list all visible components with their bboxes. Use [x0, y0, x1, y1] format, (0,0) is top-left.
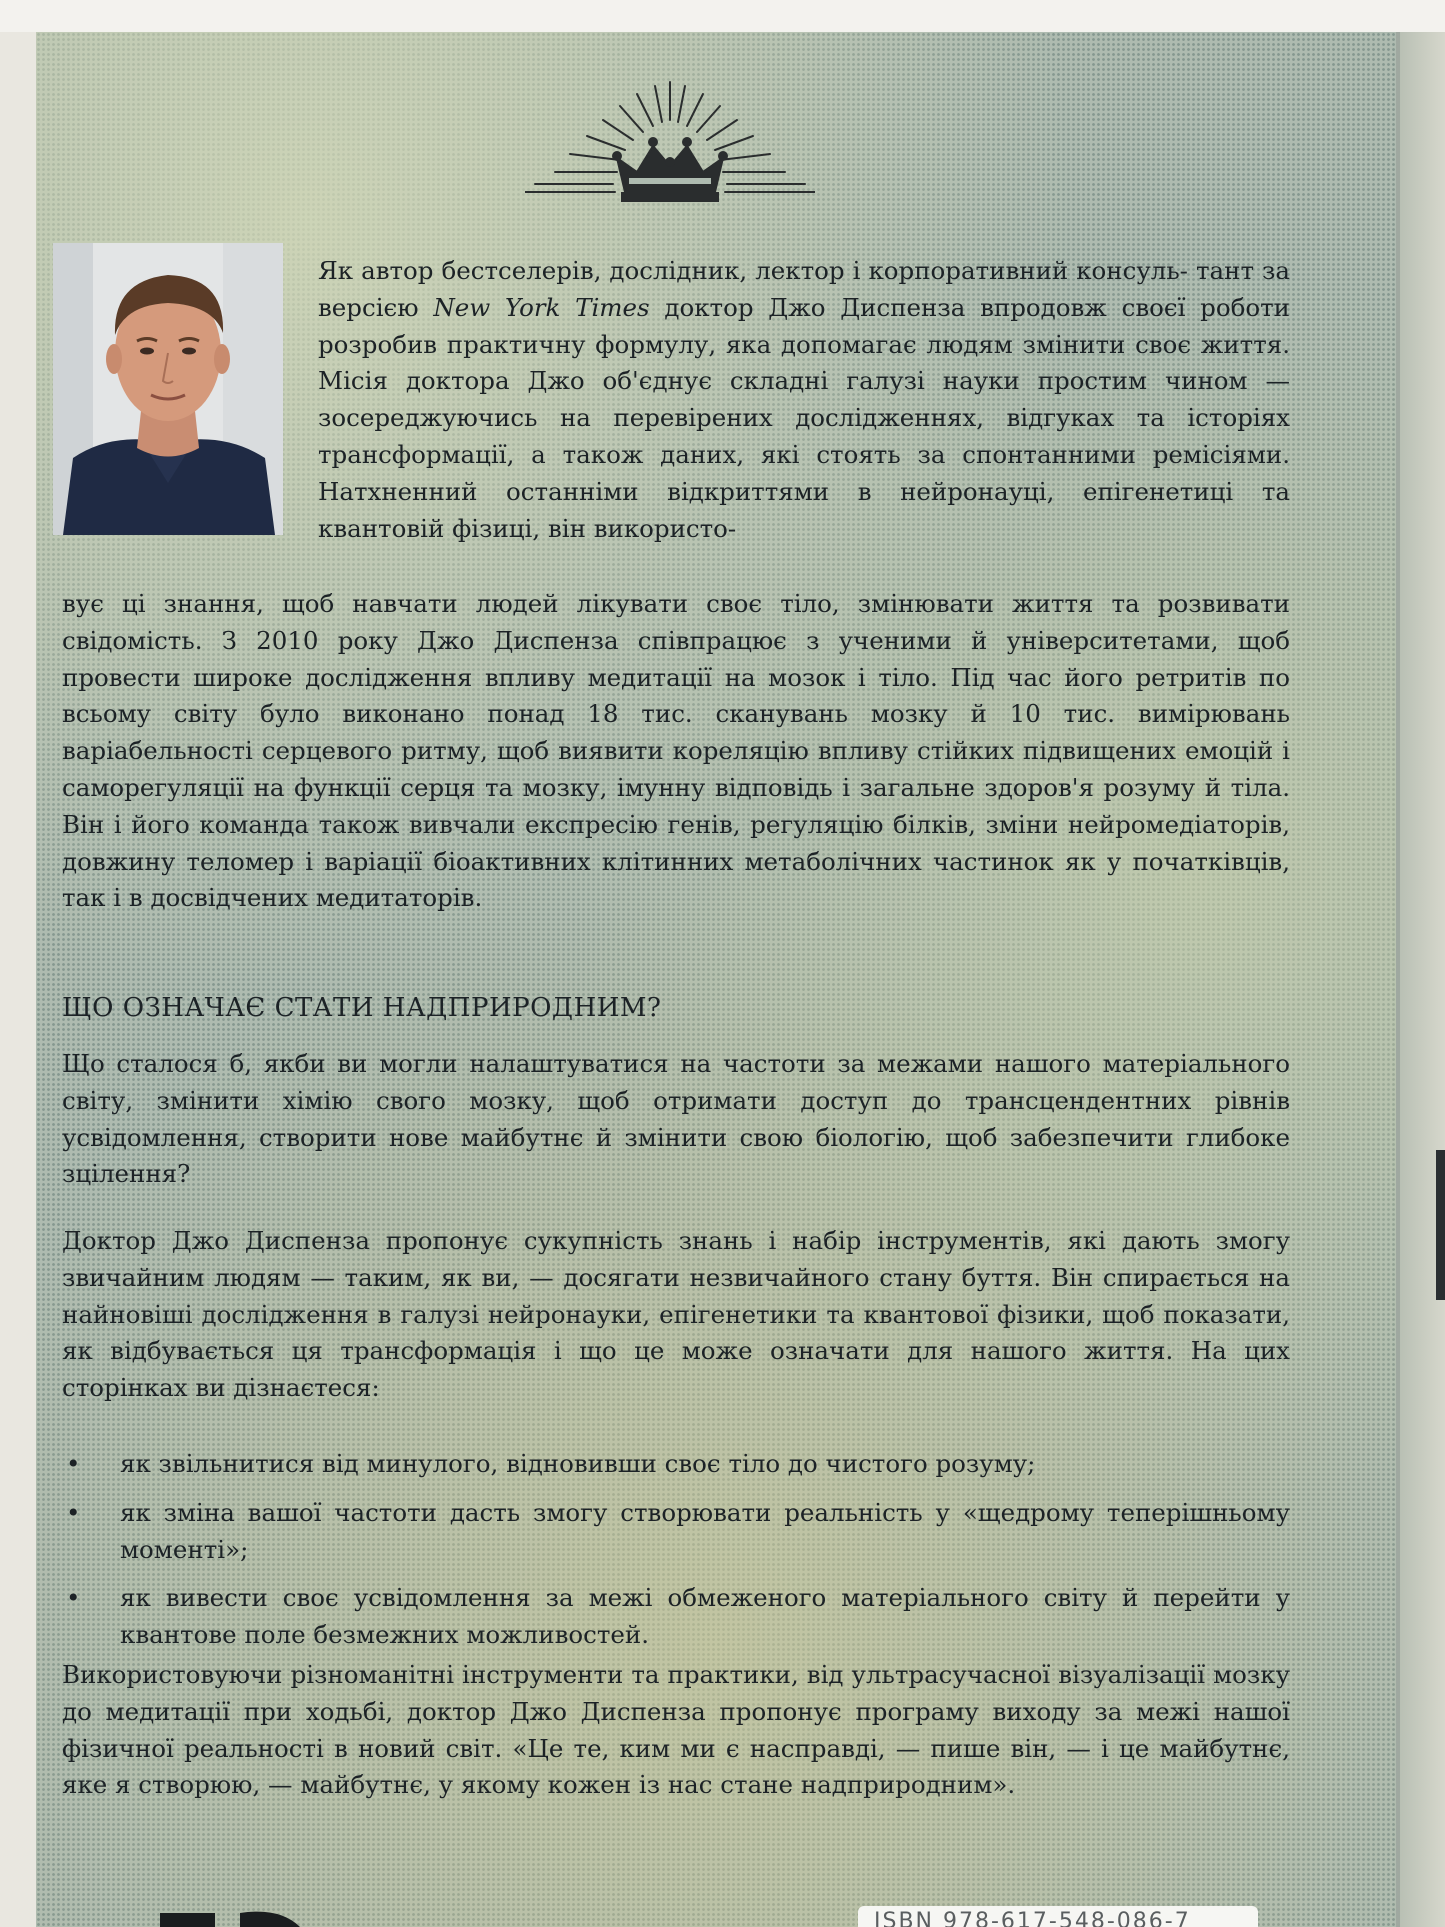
author-bio-bottom: вує ці знання, щоб навчати людей лікувати своє тіло, змінювати життя та розвивати свідомість. З 2010 року Джо Диспенза співпрацює з ученими й університетами, щоб провести широке дослідження впливу медитації на мозок і тіло. Під час його ретритів по всьому світу було виконано понад 18 тис. сканувань мозку й 10 тис. вимірювань варіабельності серцевого ритму, щоб виявити кореляцію впливу стійких підвищених емоцій і саморегуляції на функції серця та мозку, імунну відповідь і загальне здоров'я розуму й тіла. Він і його команда також вивчали експресію генів, регуляцію білків, зміни нейромедіаторів, довжину теломер і варіації біоактивних клітинних метаболічних частинок як у початківців, так і в досвідчених медитаторів. — [62, 589, 1290, 913]
isbn-barcode-box — [858, 1906, 1258, 1927]
author-portrait-photo — [53, 243, 283, 535]
bullet-marker: • — [66, 1583, 81, 1613]
description-paragraph-1: Що сталося б, якби ви могли налаштуватися на частоти за межами нашого матеріального світу, змінити хімію свого мозку, щоб отримати доступ до трансцендентних рівнів усвідомлення, створити нове майбутнє й змінити свою біологію, щоб забезпечити глибоке зцілення? — [62, 1049, 1290, 1189]
bullet-text: як вивести своє усвідомлення за межі обмеженого матеріального світу й перейти у квантове поле безмежних можливостей. — [120, 1583, 1290, 1650]
bio-line-2b: доктор Джо Диспенза впродовж — [664, 292, 1107, 322]
spine-mark — [1436, 1150, 1445, 1300]
list-item — [62, 1580, 1290, 1654]
bio-publication-name: New York Times — [433, 292, 650, 322]
author-bio-top — [318, 253, 1290, 547]
bio-line-3: своєї роботи розробив практичну формулу, яка допомагає людям змінити своє життя. Місія доктора Джо об'єднує складні галузі науки простим чином — зосереджуючись на перевірених дослідженнях, відгуках та історіях трансформації, а також даних, які стоять за спонтанними ремісіями. Натхненний останніми відкриттями в нейронауці, епігенетиці та квантовій фізиці, він використо- — [318, 292, 1290, 543]
list-item — [62, 1446, 1290, 1483]
bullet-marker: • — [66, 1497, 81, 1527]
bullet-text: як зміна вашої частоти дасть змогу створювати реальність у «щедрому теперішньому моменті»; — [120, 1497, 1290, 1564]
list-item — [62, 1495, 1290, 1569]
bullet-text: як звільнитися від минулого, відновивши своє тіло до чистого розуму; — [120, 1449, 1036, 1478]
bullet-list — [62, 1446, 1290, 1666]
description-paragraph-2: Доктор Джо Диспенза пропонує сукупність знань і набір інструментів, які дають змогу звичайним людям — таким, як ви, — досягати незвичайного стану буття. Він спирається на найновіші дослідження в галузі нейронауки, епігенетики та квантової фізики, щоб показати, як відбувається ця трансформація і що це може означати для нашого життя. На цих сторінках ви дізнаєтеся: — [62, 1226, 1290, 1403]
bio-line-2: тант за версією — [318, 256, 1290, 322]
bio-line-1: Як автор бестселерів, дослідник, лектор і корпоративний консуль- — [318, 256, 1188, 285]
description-paragraph-3: Використовуючи різноманітні інструменти та практики, від ультрасучасної візуалізації мозку до медитації при ходьбі, доктор Джо Диспенза пропонує програму виходу за межі нашої фізичної реальності в новий світ. «Це те, ким ми є насправді, — пише він, — і це майбутнє, яке я створюю, — майбутнє, у якому кожен із нас стане надприродним». — [62, 1660, 1290, 1800]
crown-emblem-icon — [525, 80, 815, 205]
section-heading: ЩО ОЗНАЧАЄ СТАТИ НАДПРИРОДНИМ? — [62, 993, 662, 1023]
book-spine — [1400, 32, 1445, 1927]
page-top-edge — [0, 0, 1445, 32]
bullet-marker: • — [66, 1449, 81, 1478]
publisher-logo-icon — [160, 1905, 320, 1927]
isbn-text: ISBN 978-617-548-086-7 — [874, 1909, 1191, 1927]
